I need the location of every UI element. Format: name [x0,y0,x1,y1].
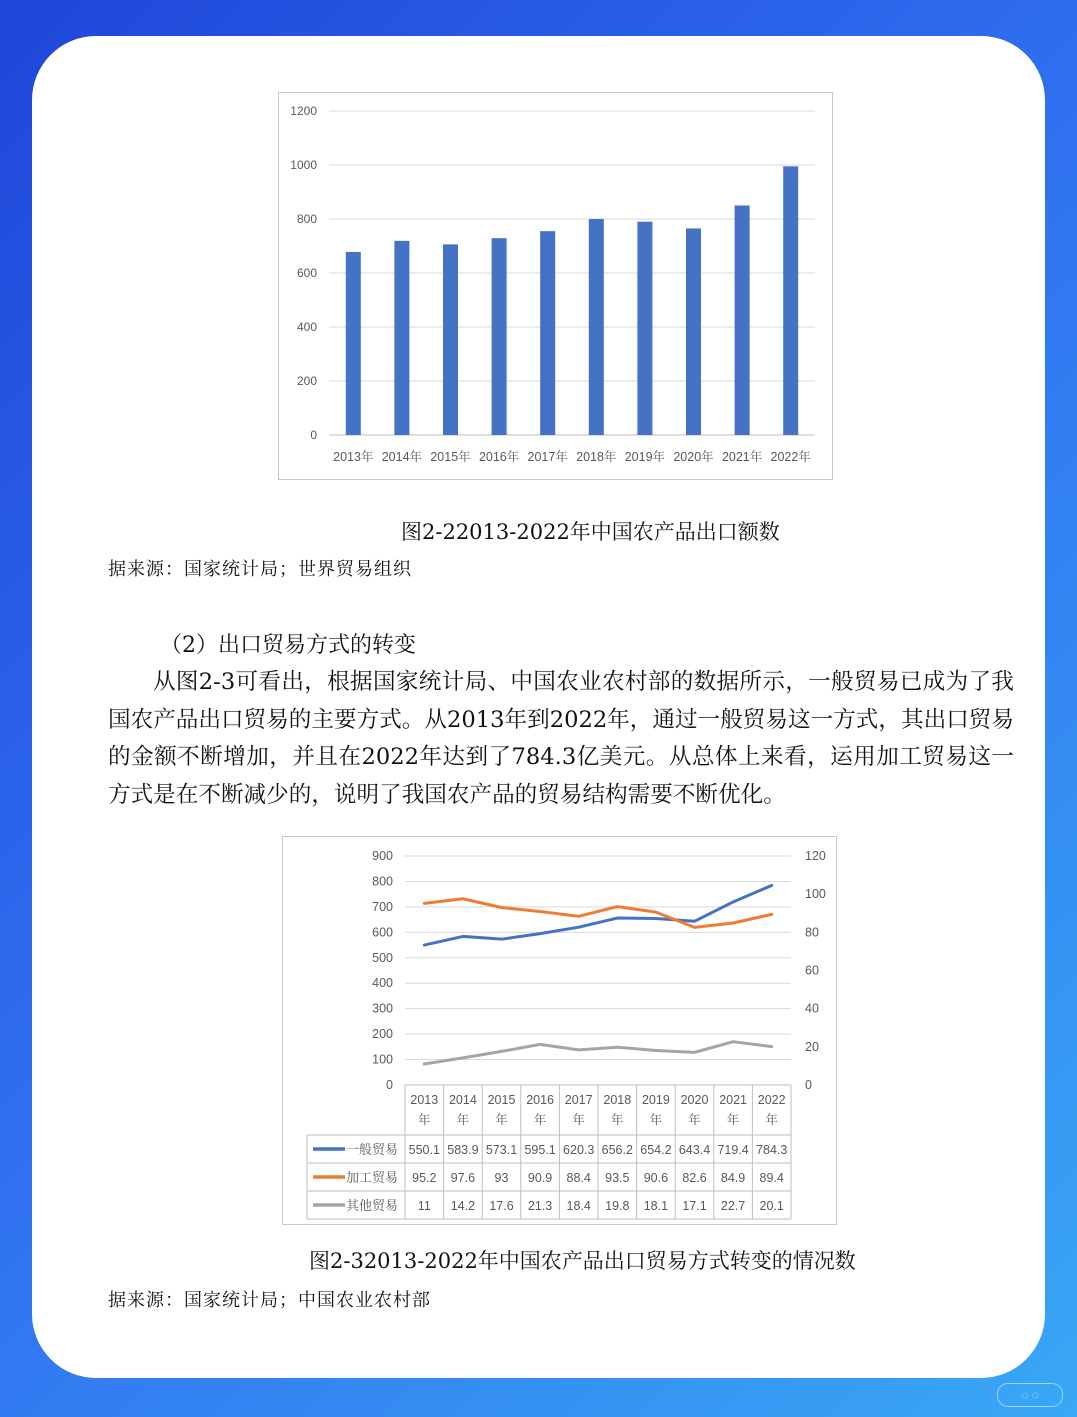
table-cell-value: 88.4 [566,1171,591,1185]
bar-2016年 [492,238,507,435]
table-cell-value: 82.6 [682,1171,707,1185]
x-category-unit: 年 [649,1113,663,1127]
x-tick-label: 2022年 [770,450,811,464]
x-category-year: 2018 [603,1093,632,1107]
bar-2017年 [540,231,555,435]
table-cell-value: 19.8 [605,1199,630,1213]
y-left-tick-label: 400 [372,976,393,991]
y-right-tick-label: 100 [805,887,826,902]
y-right-tick-label: 0 [805,1078,812,1092]
table-cell-value: 573.1 [485,1143,518,1157]
figure2-source: 据来源：国家统计局；中国农业农村部 [108,1290,431,1311]
y-tick-label: 1200 [290,104,317,118]
bar-2022年 [783,166,798,435]
figure1-source: 据来源：国家统计局；世界贸易组织 [108,559,412,580]
line-chart-svg [283,837,836,1224]
y-right-tick-label: 40 [805,1001,819,1016]
y-left-tick-label: 600 [372,925,393,940]
table-cell-value: 17.6 [489,1199,514,1213]
trade-mode-line-chart [282,836,837,1225]
y-right-tick-label: 80 [805,925,819,940]
y-left-tick-label: 300 [372,1001,393,1016]
x-category-year: 2014 [448,1093,477,1107]
table-cell-value: 583.9 [447,1143,479,1157]
x-category-unit: 年 [495,1113,508,1127]
legend-series-name: 其他贸易 [346,1198,399,1213]
y-left-tick-label: 900 [372,849,393,863]
x-tick-label: 2013年 [333,450,374,464]
bar-2020年 [686,228,701,435]
bar-2021年 [735,206,750,436]
table-cell-value: 17.1 [682,1199,707,1213]
table-cell-value: 89.4 [759,1171,784,1185]
table-cell-value: 90.6 [643,1171,669,1185]
section-heading: （2）出口贸易方式的转变 [160,633,416,658]
y-tick-label: 200 [296,374,317,388]
series-line-一般贸易 [424,885,771,945]
table-cell-value: 20.1 [759,1199,784,1213]
content-card [32,36,1045,1378]
series-line-其他贸易 [424,1042,771,1064]
x-category-unit: 年 [611,1113,624,1127]
x-category-year: 2017 [564,1093,593,1107]
bar-2015年 [443,244,458,435]
y-right-tick-label: 120 [805,849,826,863]
x-category-year: 2015 [487,1093,516,1107]
table-cell-value: 784.3 [756,1143,788,1157]
bar-2018年 [589,219,604,435]
bar-2014年 [394,241,409,435]
y-tick-label: 400 [296,320,317,334]
table-cell-value: 654.2 [640,1143,672,1157]
x-category-unit: 年 [418,1113,431,1127]
table-cell-value: 11 [417,1199,431,1213]
x-tick-label: 2014年 [381,450,423,464]
y-tick-label: 1000 [290,158,317,172]
x-category-unit: 年 [765,1113,778,1127]
x-category-year: 2019 [641,1093,670,1107]
y-tick-label: 600 [296,266,317,280]
table-cell-value: 643.4 [678,1143,711,1157]
bar-2013年 [346,252,361,435]
x-category-year: 2020 [680,1093,709,1107]
y-tick-label: 800 [296,212,317,226]
y-left-tick-label: 200 [372,1027,393,1042]
x-category-unit: 年 [688,1113,701,1127]
table-cell-value: 18.1 [643,1199,669,1213]
y-left-tick-label: 100 [372,1052,393,1067]
x-category-year: 2016 [526,1093,555,1107]
table-cell-value: 93.5 [605,1171,630,1185]
table-cell-value: 90.9 [527,1171,553,1185]
x-tick-label: 2021年 [721,450,763,464]
figure2-caption: 图2-32013-2022年中国农产品出口贸易方式转变的情况数 [309,1249,856,1273]
x-category-unit: 年 [726,1113,740,1127]
x-tick-label: 2020年 [673,450,714,464]
x-tick-label: 2018年 [576,450,617,464]
y-left-tick-label: 500 [372,950,393,965]
bar-2019年 [637,222,652,435]
legend-series-name: 一般贸易 [346,1142,399,1157]
table-cell-value: 93 [494,1171,509,1185]
x-tick-label: 2019年 [624,450,666,464]
table-cell-value: 14.2 [450,1199,476,1213]
y-left-tick-label: 0 [386,1078,393,1092]
table-cell-value: 84.9 [720,1171,746,1185]
table-cell-value: 18.4 [566,1199,591,1213]
x-category-year: 2013 [410,1093,439,1107]
table-cell-value: 95.2 [412,1171,437,1185]
x-tick-label: 2016年 [478,450,520,464]
x-category-unit: 年 [572,1113,585,1127]
table-cell-value: 595.1 [524,1143,556,1157]
x-tick-label: 2015年 [430,450,471,464]
section-paragraph: 从图2-3可看出，根据国家统计局、中国农业农村部的数据所示，一般贸易已成为了我国农产品出口贸易的主要方式。从2013年到2022年，通过一般贸易这一方式，其出口贸易的金额不断增加，并且在2022年达到了784.3亿美元。从总体上来看，运用加工贸易这一方式是在不断减少的，说明了我国农产品的贸易结构需要不断优化。 [108,669,1014,808]
y-left-tick-label: 700 [372,899,393,914]
table-cell-value: 656.2 [601,1143,633,1157]
table-cell-value: 97.6 [450,1171,476,1185]
y-right-tick-label: 60 [805,963,819,978]
x-tick-label: 2017年 [527,450,568,464]
export-value-bar-chart [278,92,833,480]
x-category-year: 2021 [719,1093,748,1107]
x-category-year: 2022 [757,1093,786,1107]
table-cell-value: 21.3 [527,1199,553,1213]
table-cell-value: 550.1 [408,1143,440,1157]
bar-chart-svg [279,93,832,479]
table-cell-value: 719.4 [717,1143,749,1157]
legend-series-name: 加工贸易 [346,1170,399,1185]
watermark-logo: ◌ ◌ [997,1383,1063,1407]
figure1-caption: 图2-22013-2022年中国农产品出口额数 [401,520,780,544]
y-left-tick-label: 800 [372,874,393,889]
y-tick-label: 0 [310,428,317,442]
table-cell-value: 620.3 [563,1143,595,1157]
x-category-unit: 年 [456,1113,470,1127]
x-category-unit: 年 [533,1113,547,1127]
table-cell-value: 22.7 [720,1199,746,1213]
y-right-tick-label: 20 [805,1039,819,1054]
